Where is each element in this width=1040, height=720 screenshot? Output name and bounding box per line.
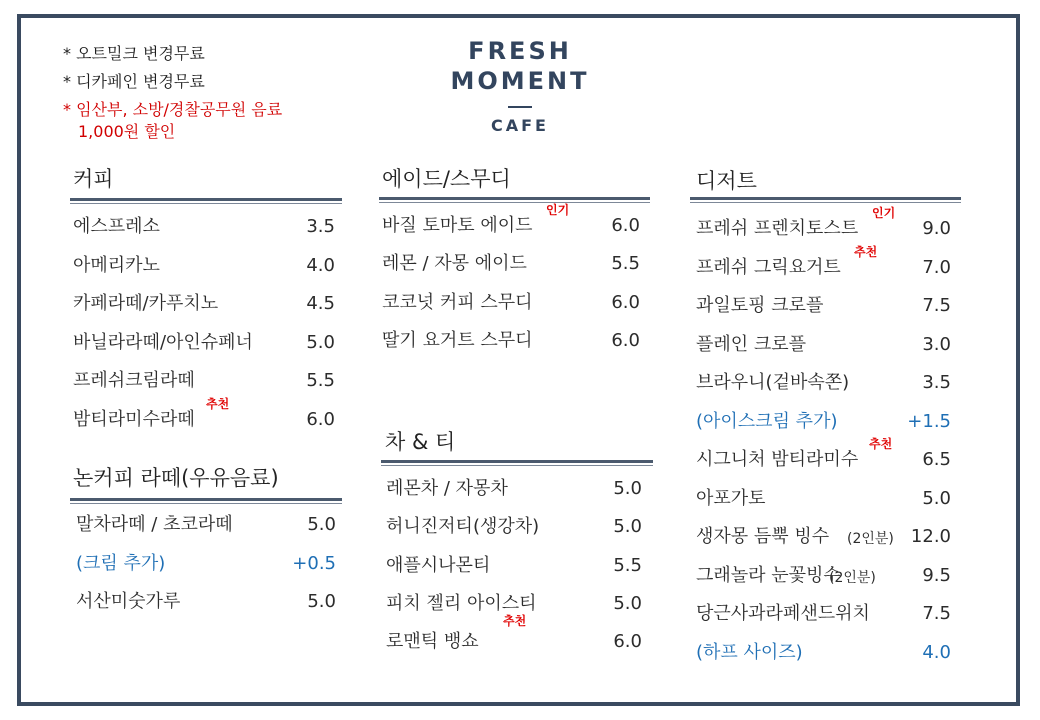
section-rule-noncoffee — [70, 498, 342, 501]
dessert-item — [696, 294, 951, 318]
recommend-badge: 추천 — [854, 245, 878, 259]
item-name: 바닐라라떼/아인슈페너 — [73, 332, 253, 353]
item-price: 12.0 — [910, 526, 951, 547]
item-name: 밤티라미수라떼 — [73, 409, 195, 430]
item-price: 4.0 — [922, 642, 951, 663]
noncoffee-item — [76, 590, 336, 614]
item-price: 5.0 — [613, 478, 642, 499]
coffee-item — [73, 215, 335, 239]
coffee-item — [73, 397, 335, 432]
item-price: 6.0 — [611, 292, 640, 313]
item-name: 코코넛 커피 스무디 — [382, 292, 533, 313]
ade-item — [382, 329, 640, 353]
item-name: 아포가토 — [696, 488, 766, 509]
section-rule-coffee — [70, 198, 342, 201]
coffee-item — [73, 331, 335, 355]
item-name: 과일토핑 크로플 — [696, 295, 824, 316]
item-price: 5.0 — [922, 488, 951, 509]
item-price: 5.5 — [611, 253, 640, 274]
note-oatmilk: * 오트밀크 변경무료 — [63, 44, 205, 63]
item-name: 말차라떼 / 초코라떼 — [76, 514, 233, 535]
section-title-ade: 에이드/스무디 — [382, 167, 511, 191]
item-name: 프레쉬크림라떼 — [73, 370, 195, 391]
item-price: 6.0 — [611, 215, 640, 236]
item-price: +0.5 — [292, 553, 336, 574]
section-rule-dessert — [690, 197, 961, 200]
coffee-item — [73, 254, 335, 278]
cafe-logo — [440, 36, 600, 134]
item-name: 레몬 / 자몽 에이드 — [382, 253, 527, 274]
logo-dash — [508, 106, 532, 108]
item-name: 서산미숫가루 — [76, 591, 181, 612]
item-name: 피치 젤리 아이스티 — [386, 593, 537, 614]
item-price: 3.5 — [922, 372, 951, 393]
item-name: (아이스크림 추가) — [696, 411, 838, 432]
item-serving-note: (2인분) — [829, 570, 876, 586]
item-price: 4.5 — [306, 293, 335, 314]
ade-item — [382, 252, 640, 276]
recommend-badge: 추천 — [869, 437, 893, 451]
ade-item — [382, 291, 640, 315]
dessert-item — [696, 437, 951, 472]
item-price: 3.5 — [306, 216, 335, 237]
noncoffee-item — [76, 552, 336, 576]
item-price: 6.5 — [922, 449, 951, 470]
item-price: +1.5 — [907, 411, 951, 432]
item-price: 5.0 — [613, 516, 642, 537]
noncoffee-item — [76, 513, 336, 537]
notes — [63, 40, 282, 143]
dessert-item — [696, 371, 951, 395]
coffee-item — [73, 369, 335, 393]
item-name: 생자몽 듬뿍 빙수 — [696, 526, 830, 547]
item-name: 딸기 요거트 스무디 — [382, 330, 533, 351]
dessert-item — [696, 245, 951, 280]
item-name: 허니진저티(생강차) — [386, 516, 540, 537]
item-price: 7.5 — [922, 295, 951, 316]
item-name: 브라우니(겉바속쫀) — [696, 372, 850, 393]
item-name: 레몬차 / 자몽차 — [386, 478, 508, 499]
item-price: 3.0 — [922, 334, 951, 355]
dessert-item — [696, 487, 951, 511]
section-title-dessert: 디저트 — [696, 169, 757, 193]
item-price: 6.0 — [306, 409, 335, 430]
item-price: 7.5 — [922, 603, 951, 624]
item-price: 6.0 — [611, 330, 640, 351]
logo-moment: MOMENT — [450, 67, 590, 95]
item-serving-note: (2인분) — [847, 531, 894, 547]
dessert-item — [696, 602, 951, 626]
item-name: 로맨틱 뱅쇼 — [386, 631, 479, 652]
section-title-tea: 차 & 티 — [385, 430, 456, 454]
item-name: 아메리카노 — [73, 255, 160, 276]
logo-cafe: CAFE — [491, 116, 549, 135]
coffee-item — [73, 292, 335, 316]
item-price: 5.0 — [306, 332, 335, 353]
item-name: 시그니처 밤티라미수 — [696, 449, 859, 470]
item-name: 바질 토마토 에이드 — [382, 215, 533, 236]
section-rule-ade — [379, 197, 650, 200]
item-name: 에스프레소 — [73, 216, 160, 237]
item-price: 7.0 — [922, 257, 951, 278]
item-name: (크림 추가) — [76, 553, 166, 574]
recommend-badge: 추천 — [206, 397, 230, 411]
item-name: 당근사과라페샌드위치 — [696, 603, 870, 624]
item-price: 9.0 — [922, 218, 951, 239]
dessert-item — [696, 641, 951, 665]
item-price: 6.0 — [613, 631, 642, 652]
item-price: 5.5 — [613, 555, 642, 576]
popular-badge: 인기 — [546, 203, 570, 217]
dessert-item — [696, 206, 951, 241]
tea-item — [386, 477, 642, 501]
tea-item — [386, 515, 642, 539]
tea-item — [386, 554, 642, 578]
logo-fresh: FRESH — [468, 37, 572, 65]
item-name: 카페라떼/카푸치노 — [73, 293, 219, 314]
section-rule-tea — [381, 460, 653, 463]
recommend-badge: 추천 — [503, 614, 527, 628]
item-name: 플레인 크로플 — [696, 334, 807, 355]
item-price: 5.0 — [613, 593, 642, 614]
dessert-item — [696, 410, 951, 434]
item-price: 5.0 — [307, 514, 336, 535]
item-name: 프레쉬 프렌치토스트 — [696, 218, 859, 239]
item-price: 9.5 — [922, 565, 951, 586]
tea-item — [386, 614, 642, 654]
item-name: 애플시나몬티 — [386, 555, 491, 576]
section-title-noncoffee: 논커피 라떼(우유음료) — [73, 466, 279, 490]
tea-item — [386, 592, 642, 616]
popular-badge: 인기 — [872, 206, 896, 220]
dessert-item — [696, 333, 951, 357]
item-name: (하프 사이즈) — [696, 642, 803, 663]
item-price: 4.0 — [306, 255, 335, 276]
dessert-item — [696, 525, 951, 549]
note-decaf: * 디카페인 변경무료 — [63, 72, 205, 91]
ade-item — [382, 203, 640, 238]
item-price: 5.0 — [307, 591, 336, 612]
section-title-coffee: 커피 — [73, 167, 114, 191]
item-name: 프레쉬 그릭요거트 — [696, 257, 841, 278]
item-name: 그래놀라 눈꽃빙수 — [696, 565, 841, 586]
note-discount: * 임산부, 소방/경찰공무원 음료 1,000원 할인 — [63, 100, 283, 141]
dessert-item — [696, 564, 951, 588]
item-price: 5.5 — [306, 370, 335, 391]
